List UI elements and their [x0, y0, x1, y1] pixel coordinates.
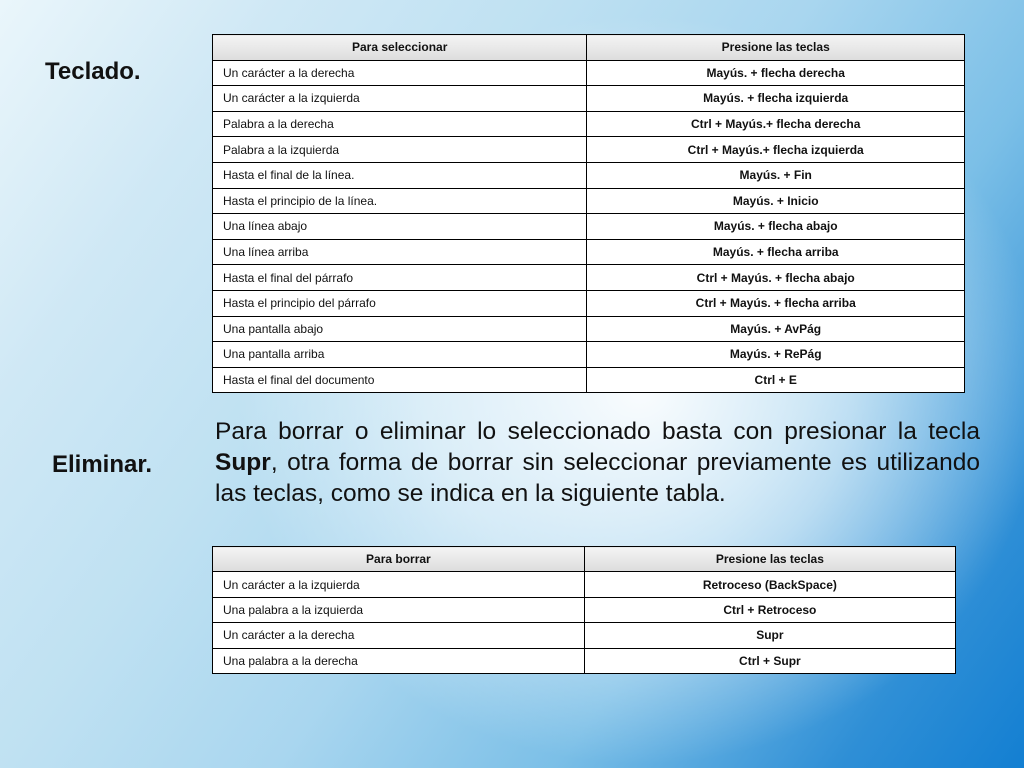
- cell-action: Un carácter a la derecha: [213, 60, 587, 86]
- cell-action: Palabra a la derecha: [213, 111, 587, 137]
- cell-keys: Retroceso (BackSpace): [584, 572, 955, 597]
- cell-keys: Supr: [584, 623, 955, 648]
- cell-action: Una pantalla arriba: [213, 342, 587, 368]
- cell-keys: Ctrl + Mayús.+ flecha izquierda: [587, 137, 965, 163]
- selection-table-body: [213, 60, 965, 393]
- cell-action: Una palabra a la izquierda: [213, 597, 585, 622]
- table-row: [213, 86, 965, 112]
- table-row: [213, 597, 956, 622]
- cell-action: Un carácter a la izquierda: [213, 86, 587, 112]
- table-row: [213, 623, 956, 648]
- table-row: [213, 137, 965, 163]
- table-row: [213, 265, 965, 291]
- cell-action: Hasta el final de la línea.: [213, 162, 587, 188]
- paragraph-text-after: , otra forma de borrar sin seleccionar previamente es utilizando las teclas, como se indica en la siguiente tabla.: [215, 449, 980, 507]
- delete-shortcuts-table: [212, 546, 956, 674]
- column-header-action: Para borrar: [213, 547, 585, 572]
- cell-action: Palabra a la izquierda: [213, 137, 587, 163]
- table-row: [213, 162, 965, 188]
- delete-instructions-paragraph: [215, 416, 980, 509]
- cell-action: Una palabra a la derecha: [213, 648, 585, 673]
- cell-keys: Mayús. + flecha derecha: [587, 60, 965, 86]
- cell-keys: Ctrl + Supr: [584, 648, 955, 673]
- cell-keys: Ctrl + Mayús. + flecha abajo: [587, 265, 965, 291]
- paragraph-key-supr: Supr: [215, 449, 271, 476]
- section-title-teclado: Teclado.: [45, 58, 141, 85]
- cell-action: Hasta el principio de la línea.: [213, 188, 587, 214]
- column-header-action: Para seleccionar: [213, 35, 587, 61]
- cell-action: Un carácter a la izquierda: [213, 572, 585, 597]
- table-row: [213, 342, 965, 368]
- delete-table-body: [213, 572, 956, 674]
- table-header-row: [213, 547, 956, 572]
- table-header-row: [213, 35, 965, 61]
- cell-action: Hasta el final del párrafo: [213, 265, 587, 291]
- table-row: [213, 572, 956, 597]
- table-row: [213, 648, 956, 673]
- paragraph-text-before: Para borrar o eliminar lo seleccionado basta con presionar la tecla: [215, 418, 980, 445]
- cell-keys: Ctrl + Mayús. + flecha arriba: [587, 290, 965, 316]
- cell-keys: Mayús. + RePág: [587, 342, 965, 368]
- table-row: [213, 316, 965, 342]
- table-row: [213, 239, 965, 265]
- cell-keys: Mayús. + Fin: [587, 162, 965, 188]
- cell-keys: Mayús. + AvPág: [587, 316, 965, 342]
- cell-keys: Ctrl + Retroceso: [584, 597, 955, 622]
- cell-keys: Ctrl + E: [587, 367, 965, 393]
- cell-action: Una línea abajo: [213, 214, 587, 240]
- cell-keys: Mayús. + flecha arriba: [587, 239, 965, 265]
- table-row: [213, 214, 965, 240]
- table-row: [213, 367, 965, 393]
- cell-action: Hasta el principio del párrafo: [213, 290, 587, 316]
- table-row: [213, 60, 965, 86]
- column-header-keys: Presione las teclas: [584, 547, 955, 572]
- cell-action: Hasta el final del documento: [213, 367, 587, 393]
- table-row: [213, 290, 965, 316]
- table-row: [213, 188, 965, 214]
- cell-action: Un carácter a la derecha: [213, 623, 585, 648]
- cell-action: Una pantalla abajo: [213, 316, 587, 342]
- cell-keys: Mayús. + Inicio: [587, 188, 965, 214]
- column-header-keys: Presione las teclas: [587, 35, 965, 61]
- cell-keys: Mayús. + flecha abajo: [587, 214, 965, 240]
- selection-shortcuts-table: [212, 34, 965, 393]
- cell-keys: Mayús. + flecha izquierda: [587, 86, 965, 112]
- table-row: [213, 111, 965, 137]
- section-title-eliminar: Eliminar.: [52, 451, 153, 478]
- cell-action: Una línea arriba: [213, 239, 587, 265]
- cell-keys: Ctrl + Mayús.+ flecha derecha: [587, 111, 965, 137]
